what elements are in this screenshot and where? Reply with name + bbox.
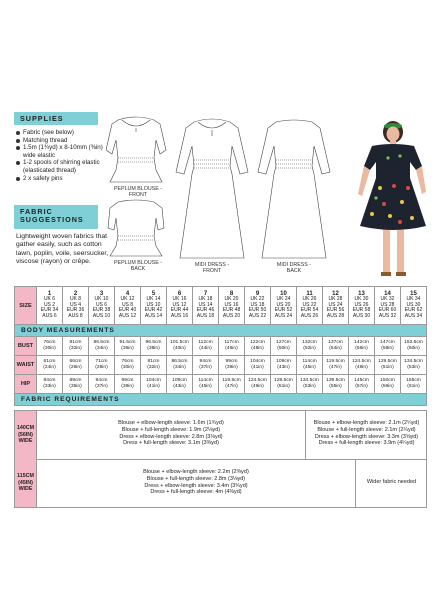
supply-item: Matching thread [16,137,116,145]
bust-cell: 142cm (56in) [349,337,375,356]
midi-dress-front-drawing [176,119,248,258]
hip-label: HIP [15,375,37,394]
waist-cell: 71cm (28in) [89,356,115,375]
caption-blouse-front: PEPLUM BLOUSE - FRONT [114,186,162,198]
supplies-list [16,129,116,182]
hip-cell: 99cm (39in) [115,375,141,394]
fabric-req-140 [14,410,427,460]
bust-cell: 147cm (58in) [375,337,401,356]
caption-dress-front: MIDI DRESS - FRONT [194,262,230,274]
size-chart-table [14,286,427,406]
bust-cell: 117cm (46in) [219,337,245,356]
hip-cell: 84cm (33in) [37,375,63,394]
fabric-requirements-title: FABRIC REQUIREMENTS [15,394,427,406]
body-measurements-title: BODY MEASUREMENTS [15,325,427,337]
bust-cell: 81cm (32in) [63,337,89,356]
size-cell: 3 UK 10 US 6 EUR 38 AUS 10 [89,287,115,325]
waist-row [15,356,427,375]
hip-cell: 134.5cm (53in) [297,375,323,394]
bust-row [15,337,427,356]
waist-cell: 81cm (32in) [141,356,167,375]
size-cell: 8 UK 20 US 16 EUR 48 AUS 20 [219,287,245,325]
waist-cell: 124.5cm (49in) [349,356,375,375]
bust-label: BUST [15,337,37,356]
waist-cell: 86.5cm (34in) [167,356,193,375]
bust-cell: 122cm (48in) [245,337,271,356]
peplum-blouse-back-drawing [108,200,164,256]
bust-cell: 96.5cm (38in) [141,337,167,356]
hip-cell: 155cm (61in) [401,375,427,394]
technical-drawings [106,110,346,280]
fabric-115-sizes-13-15: Wider fabric needed [366,479,417,485]
bust-cell: 137cm (54in) [323,337,349,356]
size-cell: 5 UK 14 US 10 EUR 42 AUS 14 [141,287,167,325]
hip-cell: 139.5cm (55in) [323,375,349,394]
caption-blouse-back: PEPLUM BLOUSE - BACK [114,260,162,272]
hip-row [15,375,427,394]
fabric-suggestions-text: Lightweight woven fabrics that gather easily, such as cotton lawn, poplin, voile, seersucker, viscose (rayon) or crêpe. [16,233,109,266]
supply-item: 1-2 spools of shirring elastic (elasticated thread) [16,159,116,174]
hip-cell: 145cm (57in) [349,375,375,394]
hip-cell: 124.5cm (49in) [245,375,271,394]
size-cell: 10 UK 24 US 20 EUR 52 AUS 24 [271,287,297,325]
size-cell: 7 UK 18 US 14 EUR 46 AUS 18 [193,287,219,325]
size-cell: 12 UK 28 US 24 EUR 56 AUS 28 [323,287,349,325]
fabric-115-sizes-1-12: Blouse + elbow-length sleeve: 2.2m (2⅜yd) Blouse + full-length sleeve: 2.8m (3⅛yd) Dress + elbow-length sleeve: 3.4m (3¾yd) Dress + full-length sleeve: 4m (4⅜yd) [143,469,249,496]
waist-cell: 109cm (43in) [271,356,297,375]
size-cell: 13 UK 30 US 26 EUR 58 AUS 30 [349,287,375,325]
model-photo [350,118,430,288]
waist-cell: 119.5cm (47in) [323,356,349,375]
bust-cell: 91.5cm (36in) [115,337,141,356]
supply-item: 1.5m (1¾yd) x 8-10mm (⅜in) wide elastic [16,144,116,159]
waist-cell: 66cm (26in) [63,356,89,375]
midi-dress-back-drawing [258,120,330,258]
size-row-label: SIZE [15,287,37,325]
size-cell: 11 UK 26 US 22 EUR 54 AUS 26 [297,287,323,325]
size-cell: 4 UK 12 US 8 EUR 40 AUS 12 [115,287,141,325]
hip-cell: 129.5cm (51in) [271,375,297,394]
waist-cell: 114cm (45in) [297,356,323,375]
bust-cell: 86.5cm (34in) [89,337,115,356]
supply-item: Fabric (see below) [16,129,116,137]
size-cell: 9 UK 22 US 18 EUR 50 AUS 22 [245,287,271,325]
waist-cell: 134.5cm (53in) [401,356,427,375]
bust-cell: 76cm (30in) [37,337,63,356]
hip-cell: 119.5cm (47in) [219,375,245,394]
hip-cell: 104cm (41in) [141,375,167,394]
waist-cell: 94cm (37in) [193,356,219,375]
size-cell: 14 UK 32 US 28 EUR 60 AUS 32 [375,287,401,325]
supplies-heading: SUPPLIES [14,112,98,125]
size-cell: 6 UK 16 US 12 EUR 44 AUS 16 [167,287,193,325]
bust-cell: 132cm (52in) [297,337,323,356]
hip-cell: 150cm (59in) [375,375,401,394]
fabric-140-sizes-1-10: Blouse + elbow-length sleeve: 1.6m (1¾yd) Blouse + full-length sleeve: 1.9m (2⅛yd) Dress + elbow-length sleeve: 2.8m (3⅛yd) Dress + full-length sleeve: 3.1m (3⅜yd) [118,420,224,447]
supply-item: 2 x safety pins [16,175,116,183]
fabric-width-140-label: 140CM (56IN) WIDE [15,411,37,459]
hip-cell: 109cm (43in) [167,375,193,394]
hip-cell: 94cm (37in) [89,375,115,394]
size-row [15,287,427,325]
waist-label: WAIST [15,356,37,375]
size-cell: 1 UK 6 US 2 EUR 34 AUS 6 [37,287,63,325]
waist-cell: 61cm (24in) [37,356,63,375]
fabric-requirements-header [15,394,427,406]
bust-cell: 112cm (44in) [193,337,219,356]
waist-cell: 104cm (41in) [245,356,271,375]
size-cell: 15 UK 34 US 30 EUR 62 AUS 34 [401,287,427,325]
bust-cell: 127cm (50in) [271,337,297,356]
hip-cell: 114cm (45in) [193,375,219,394]
size-cell: 2 UK 8 US 4 EUR 36 AUS 8 [63,287,89,325]
hip-cell: 89cm (35in) [63,375,89,394]
caption-dress-back: MIDI DRESS - BACK [276,262,312,274]
waist-cell: 129.5cm (51in) [375,356,401,375]
bust-cell: 152.5cm (60in) [401,337,427,356]
waist-cell: 76cm (30in) [115,356,141,375]
fabric-suggestions-heading: FABRIC SUGGESTIONS [14,205,98,229]
fabric-width-115-label: 115CM (45IN) WIDE [15,459,37,507]
bust-cell: 101.5cm (40in) [167,337,193,356]
waist-cell: 99cm (39in) [219,356,245,375]
peplum-blouse-front-drawing [106,117,166,182]
fabric-req-115 [14,459,427,508]
body-measurements-header [15,325,427,337]
fabric-140-sizes-11-15: Blouse + elbow-length sleeve: 2.1m (2¼yd) Blouse + full-length sleeve: 2.1m (2¼yd) Dress + elbow-length sleeve: 3.3m (3⅝yd) Dress + full-length sleeve: 3.9m (4¼yd) [313,420,420,447]
